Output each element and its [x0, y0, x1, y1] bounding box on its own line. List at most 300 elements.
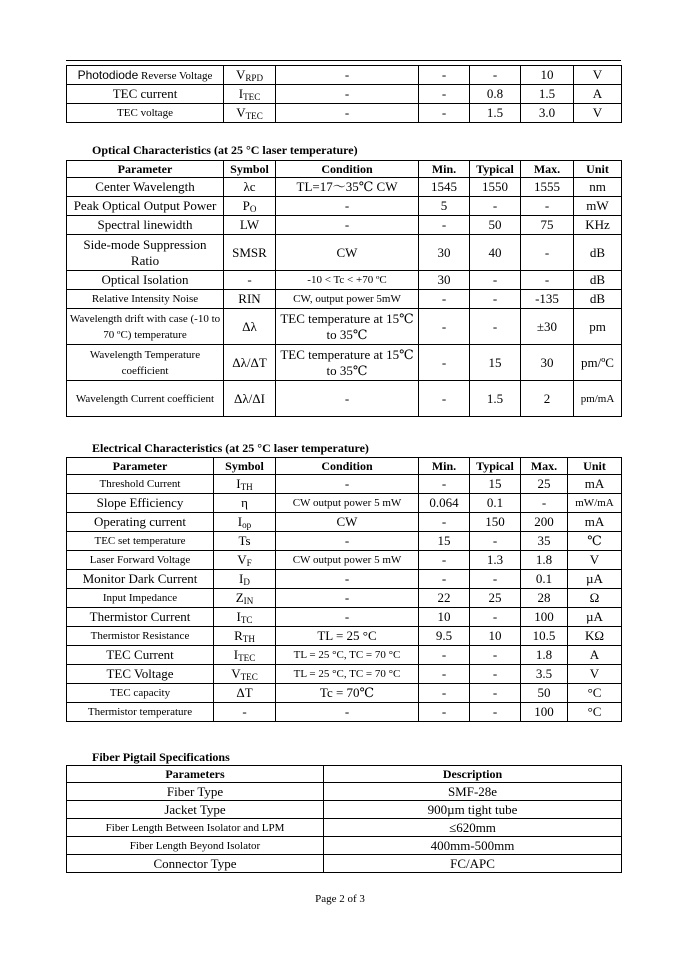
- min-cell: 30: [419, 235, 470, 271]
- column-header: Max.: [521, 458, 568, 475]
- condition-cell: TL=17～35℃ CW: [276, 178, 419, 197]
- symbol-cell: [214, 627, 276, 646]
- parameter-text: TEC current: [112, 86, 178, 101]
- parameter-cell: Fiber Length Beyond Isolator: [67, 837, 324, 855]
- symbol-subscript: O: [249, 203, 257, 214]
- symbol-subscript: TH: [242, 633, 255, 644]
- max-cell: 1.8: [521, 646, 568, 665]
- symbol-cell: [224, 345, 276, 381]
- symbol-cell: [214, 684, 276, 703]
- symbol-cell: [214, 551, 276, 570]
- min-cell: -: [419, 703, 470, 722]
- page-footer: Page 2 of 3: [315, 893, 365, 905]
- parameter-cell: Jacket Type: [67, 801, 324, 819]
- condition-cell: TL = 25 °C, TC = 70 °C: [276, 646, 419, 665]
- min-cell: -: [419, 665, 470, 684]
- symbol-text: ΔT: [236, 685, 253, 700]
- symbol-cell: [214, 703, 276, 722]
- typ-cell: -: [470, 290, 521, 309]
- condition-cell: -: [276, 532, 419, 551]
- typ-cell: -: [470, 703, 521, 722]
- typ-cell: 15: [470, 345, 521, 381]
- max-cell: 1.8: [521, 551, 568, 570]
- parameter-text: Wavelength drift with case (-10 to 70 ºC) temperature: [69, 312, 221, 341]
- symbol-text: V: [231, 665, 241, 681]
- fiber-pigtail-table: [66, 765, 622, 873]
- condition-cell: -: [276, 216, 419, 235]
- table-row: [67, 532, 622, 551]
- parameter-text: TEC voltage: [117, 107, 173, 119]
- table-row: [67, 801, 622, 819]
- condition-cell: -: [276, 197, 419, 216]
- max-cell: -: [521, 271, 574, 290]
- parameter-text: Wavelength Current coefficient: [75, 392, 215, 405]
- symbol-text: R: [234, 627, 243, 643]
- symbol-text: LW: [239, 217, 260, 232]
- column-header: Unit: [568, 458, 622, 475]
- symbol-text: I: [237, 513, 243, 529]
- condition-cell: CW output power 5 mW: [276, 494, 419, 513]
- symbol-text: Ts: [238, 533, 251, 548]
- optical-section-title: Optical Characteristics (at 25 °C laser temperature): [92, 143, 358, 157]
- table-row: [67, 570, 622, 589]
- condition-cell: CW, output power 5mW: [276, 290, 419, 309]
- symbol-text: Δλ/ΔT: [232, 354, 267, 370]
- symbol-cell: [214, 646, 276, 665]
- table-row: [67, 494, 622, 513]
- parameter-text: Slope Efficiency: [96, 495, 184, 510]
- parameter-cell: [67, 570, 214, 589]
- parameter-text: Threshold Current: [99, 478, 181, 490]
- symbol-cell: [224, 235, 276, 271]
- symbol-text: I: [236, 475, 241, 491]
- max-cell: 30: [521, 345, 574, 381]
- typ-cell: 0.1: [470, 494, 521, 513]
- parameter-prefix: Photodiode: [77, 67, 139, 82]
- max-cell: 3.0: [521, 104, 574, 123]
- typ-cell: 50: [470, 216, 521, 235]
- max-cell: 50: [521, 684, 568, 703]
- table-row: [67, 475, 622, 494]
- table-row: [67, 235, 622, 271]
- column-header: Parameters: [67, 766, 324, 783]
- max-cell: -: [521, 235, 574, 271]
- table-row: [67, 178, 622, 197]
- typ-cell: 10: [470, 627, 521, 646]
- symbol-cell: [224, 271, 276, 290]
- condition-cell: -: [276, 381, 419, 417]
- table-row: [67, 855, 622, 873]
- symbol-text: SMSR: [232, 244, 267, 260]
- symbol-cell: [214, 532, 276, 551]
- symbol-cell: [224, 66, 276, 85]
- max-cell: ±30: [521, 309, 574, 345]
- table-row: [67, 627, 622, 646]
- unit-cell: °C: [568, 684, 622, 703]
- condition-cell: Tc = 70℃: [276, 684, 419, 703]
- symbol-text: Δλ: [242, 318, 257, 334]
- symbol-text: I: [238, 85, 244, 101]
- symbol-subscript: IN: [243, 595, 254, 606]
- parameter-cell: [67, 235, 224, 271]
- column-header: Description: [324, 766, 622, 783]
- parameter-text: Wavelength Temperature coefficient: [89, 348, 201, 377]
- unit-cell: µA: [568, 608, 622, 627]
- column-header: Typical: [470, 458, 521, 475]
- parameter-text: Peak Optical Output Power: [73, 198, 217, 213]
- min-cell: -: [419, 646, 470, 665]
- symbol-cell: [224, 85, 276, 104]
- min-cell: 9.5: [419, 627, 470, 646]
- typ-cell: -: [470, 608, 521, 627]
- unit-cell: nm: [574, 178, 622, 197]
- condition-cell: -10 < Tc < +70 ºC: [276, 271, 419, 290]
- min-cell: -: [419, 684, 470, 703]
- parameter-text: TEC set temperature: [94, 535, 186, 547]
- min-cell: -: [419, 381, 470, 417]
- unit-cell: KHz: [574, 216, 622, 235]
- condition-cell: -: [276, 85, 419, 104]
- table-row: [67, 684, 622, 703]
- column-header: Parameter: [67, 161, 224, 178]
- symbol-cell: [224, 104, 276, 123]
- electrical-characteristics-table: [66, 457, 622, 722]
- parameter-text: TEC Voltage: [106, 666, 174, 681]
- parameter-cell: [67, 66, 224, 85]
- parameter-cell: [67, 589, 214, 608]
- table-row: [67, 290, 622, 309]
- typ-cell: -: [470, 646, 521, 665]
- typ-cell: 1550: [470, 178, 521, 197]
- min-cell: -: [419, 104, 470, 123]
- min-cell: 30: [419, 271, 470, 290]
- symbol-text: -: [242, 704, 247, 719]
- parameter-cell: [67, 345, 224, 381]
- min-cell: 5: [419, 197, 470, 216]
- symbol-subscript: TEC: [238, 652, 256, 663]
- max-cell: 2: [521, 381, 574, 417]
- typ-cell: 15: [470, 475, 521, 494]
- condition-cell: CW: [276, 235, 419, 271]
- typ-cell: 25: [470, 589, 521, 608]
- symbol-subscript: F: [246, 557, 252, 568]
- table-row: [67, 104, 622, 123]
- table-row: [67, 85, 622, 104]
- symbol-text: λc: [243, 179, 256, 194]
- unit-cell: mA: [568, 475, 622, 494]
- symbol-cell: [214, 513, 276, 532]
- table-row: [67, 309, 622, 345]
- table-row: [67, 665, 622, 684]
- table-row: [67, 216, 622, 235]
- unit-cell: dB: [574, 235, 622, 271]
- unit-cell: dB: [574, 290, 622, 309]
- table-header-row: [67, 766, 622, 783]
- max-cell: -: [521, 494, 568, 513]
- typ-cell: -: [470, 309, 521, 345]
- parameter-cell: [67, 627, 214, 646]
- condition-cell: -: [276, 589, 419, 608]
- symbol-cell: [214, 608, 276, 627]
- unit-cell: dB: [574, 271, 622, 290]
- max-cell: 0.1: [521, 570, 568, 589]
- unit-cell: mA: [568, 513, 622, 532]
- max-cell: 1555: [521, 178, 574, 197]
- min-cell: -: [419, 290, 470, 309]
- description-cell: ≤620mm: [324, 819, 622, 837]
- symbol-cell: [214, 589, 276, 608]
- symbol-subscript: TC: [240, 614, 253, 625]
- max-cell: 200: [521, 513, 568, 532]
- table-row: [67, 646, 622, 665]
- min-cell: -: [419, 475, 470, 494]
- column-header: Min.: [419, 458, 470, 475]
- typ-cell: -: [470, 570, 521, 589]
- condition-cell: -: [276, 608, 419, 627]
- parameter-cell: [67, 178, 224, 197]
- table-row: [67, 345, 622, 381]
- symbol-text: V: [235, 66, 246, 82]
- symbol-text: P: [242, 197, 250, 213]
- unit-cell: V: [574, 104, 622, 123]
- column-header: Max.: [521, 161, 574, 178]
- symbol-text: -: [247, 272, 252, 287]
- unit-cell: mW/mA: [568, 494, 622, 513]
- max-cell: -: [521, 197, 574, 216]
- parameter-text: Side-mode Suppression Ratio: [83, 236, 207, 268]
- column-header: Symbol: [214, 458, 276, 475]
- typ-cell: 1.5: [470, 104, 521, 123]
- min-cell: -: [419, 216, 470, 235]
- table-row: [67, 513, 622, 532]
- max-cell: 75: [521, 216, 574, 235]
- min-cell: 15: [419, 532, 470, 551]
- parameter-cell: [67, 216, 224, 235]
- parameter-cell: [67, 85, 224, 104]
- fiber-section-title: Fiber Pigtail Specifications: [92, 750, 230, 764]
- parameter-text: Thermistor Current: [89, 609, 191, 624]
- table-header-row: [67, 458, 622, 475]
- max-cell: 10: [521, 66, 574, 85]
- symbol-text: Z: [235, 589, 244, 605]
- symbol-subscript: op: [242, 519, 252, 530]
- unit-cell: mW: [574, 197, 622, 216]
- max-cell: 35: [521, 532, 568, 551]
- parameter-cell: [67, 309, 224, 345]
- unit-cell: KΩ: [568, 627, 622, 646]
- column-header: Unit: [574, 161, 622, 178]
- parameter-cell: [67, 703, 214, 722]
- parameter-cell: Connector Type: [67, 855, 324, 873]
- parameter-cell: [67, 646, 214, 665]
- table-row: [67, 589, 622, 608]
- symbol-subscript: D: [243, 576, 250, 587]
- condition-cell: -: [276, 475, 419, 494]
- typ-cell: 150: [470, 513, 521, 532]
- parameter-text: Reverse Voltage: [138, 69, 213, 82]
- max-cell: -135: [521, 290, 574, 309]
- typ-cell: 1.5: [470, 381, 521, 417]
- symbol-cell: [224, 178, 276, 197]
- parameter-cell: [67, 197, 224, 216]
- symbol-cell: [224, 290, 276, 309]
- max-cell: 100: [521, 608, 568, 627]
- parameter-text: Relative Intensity Noise: [91, 293, 199, 305]
- parameter-cell: [67, 290, 224, 309]
- symbol-cell: [214, 475, 276, 494]
- parameter-cell: [67, 475, 214, 494]
- typ-cell: 40: [470, 235, 521, 271]
- unit-cell: µA: [568, 570, 622, 589]
- condition-cell: -: [276, 104, 419, 123]
- unit-cell: Ω: [568, 589, 622, 608]
- symbol-cell: [224, 216, 276, 235]
- description-cell: 900µm tight tube: [324, 801, 622, 819]
- parameter-text: Thermistor temperature: [87, 706, 193, 718]
- max-cell: 25: [521, 475, 568, 494]
- parameter-text: Center Wavelength: [95, 179, 195, 194]
- parameter-cell: Fiber Length Between Isolator and LPM: [67, 819, 324, 837]
- typ-cell: -: [470, 532, 521, 551]
- parameter-cell: [67, 551, 214, 570]
- parameter-text: Spectral linewidth: [97, 217, 193, 232]
- symbol-cell: [224, 381, 276, 417]
- top-spec-table: [66, 65, 622, 123]
- column-header: Condition: [276, 161, 419, 178]
- typ-cell: 0.8: [470, 85, 521, 104]
- symbol-text: η: [241, 495, 248, 510]
- min-cell: 0.064: [419, 494, 470, 513]
- condition-cell: CW: [276, 513, 419, 532]
- min-cell: 22: [419, 589, 470, 608]
- min-cell: -: [419, 551, 470, 570]
- max-cell: 10.5: [521, 627, 568, 646]
- max-cell: 28: [521, 589, 568, 608]
- symbol-cell: [214, 570, 276, 589]
- table-row: [67, 551, 622, 570]
- condition-cell: TL = 25 °C: [276, 627, 419, 646]
- table-row: [67, 703, 622, 722]
- parameter-cell: [67, 665, 214, 684]
- condition-cell: TEC temperature at 15℃ to 35℃: [276, 309, 419, 345]
- min-cell: -: [419, 513, 470, 532]
- condition-cell: -: [276, 66, 419, 85]
- table-header-row: [67, 161, 622, 178]
- column-header: Typical: [470, 161, 521, 178]
- parameter-text: Laser Forward Voltage: [89, 554, 191, 566]
- condition-cell: CW output power 5 mW: [276, 551, 419, 570]
- parameter-cell: [67, 494, 214, 513]
- parameter-cell: [67, 532, 214, 551]
- symbol-text: V: [236, 104, 246, 120]
- table-row: [67, 271, 622, 290]
- max-cell: 100: [521, 703, 568, 722]
- table-row: [67, 197, 622, 216]
- description-cell: SMF-28e: [324, 783, 622, 801]
- parameter-cell: [67, 608, 214, 627]
- table-row: [67, 837, 622, 855]
- symbol-subscript: TEC: [245, 110, 263, 121]
- unit-cell: A: [574, 85, 622, 104]
- unit-cell: A: [568, 646, 622, 665]
- column-header: Parameter: [67, 458, 214, 475]
- symbol-cell: [214, 665, 276, 684]
- parameter-text: Operating current: [93, 514, 187, 529]
- unit-cell: V: [568, 665, 622, 684]
- top-rule: [66, 60, 621, 61]
- min-cell: -: [419, 345, 470, 381]
- parameter-cell: [67, 684, 214, 703]
- symbol-subscript: TH: [240, 481, 253, 492]
- symbol-cell: [224, 309, 276, 345]
- parameter-text: Thermistor Resistance: [90, 630, 190, 642]
- symbol-subscript: RPD: [245, 72, 264, 83]
- parameter-text: Monitor Dark Current: [82, 571, 198, 586]
- parameter-cell: [67, 513, 214, 532]
- parameter-cell: [67, 381, 224, 417]
- condition-cell: -: [276, 570, 419, 589]
- symbol-text: I: [236, 608, 241, 624]
- typ-cell: -: [470, 271, 521, 290]
- parameter-text: Optical Isolation: [101, 272, 189, 287]
- max-cell: 1.5: [521, 85, 574, 104]
- column-header: Min.: [419, 161, 470, 178]
- min-cell: -: [419, 309, 470, 345]
- condition-cell: TL = 25 °C, TC = 70 °C: [276, 665, 419, 684]
- parameter-cell: Fiber Type: [67, 783, 324, 801]
- unit-cell: pm/mA: [574, 381, 622, 417]
- typ-cell: -: [470, 197, 521, 216]
- parameter-text: Input Impedance: [102, 592, 178, 604]
- unit-cell: V: [574, 66, 622, 85]
- typ-cell: -: [470, 66, 521, 85]
- symbol-text: V: [237, 551, 247, 567]
- optical-characteristics-table: [66, 160, 622, 417]
- table-row: [67, 381, 622, 417]
- table-row: [67, 783, 622, 801]
- symbol-text: Δλ/ΔI: [234, 390, 265, 406]
- typ-cell: -: [470, 684, 521, 703]
- typ-cell: 1.3: [470, 551, 521, 570]
- typ-cell: -: [470, 665, 521, 684]
- symbol-subscript: TEC: [240, 671, 258, 682]
- min-cell: 1545: [419, 178, 470, 197]
- max-cell: 3.5: [521, 665, 568, 684]
- unit-cell: V: [568, 551, 622, 570]
- condition-cell: -: [276, 703, 419, 722]
- symbol-cell: [224, 197, 276, 216]
- symbol-text: I: [239, 570, 244, 586]
- parameter-text: TEC capacity: [109, 687, 171, 699]
- min-cell: -: [419, 85, 470, 104]
- description-cell: 400mm-500mm: [324, 837, 622, 855]
- unit-cell: pm/ºC: [574, 345, 622, 381]
- min-cell: -: [419, 66, 470, 85]
- table-row: [67, 66, 622, 85]
- unit-cell: pm: [574, 309, 622, 345]
- symbol-subscript: TEC: [243, 91, 261, 102]
- min-cell: -: [419, 570, 470, 589]
- symbol-text: I: [233, 646, 239, 662]
- column-header: Condition: [276, 458, 419, 475]
- symbol-cell: [214, 494, 276, 513]
- unit-cell: ℃: [568, 532, 622, 551]
- parameter-cell: [67, 104, 224, 123]
- electrical-section-title: Electrical Characteristics (at 25 °C laser temperature): [92, 441, 369, 455]
- column-header: Symbol: [224, 161, 276, 178]
- table-row: [67, 819, 622, 837]
- parameter-cell: [67, 271, 224, 290]
